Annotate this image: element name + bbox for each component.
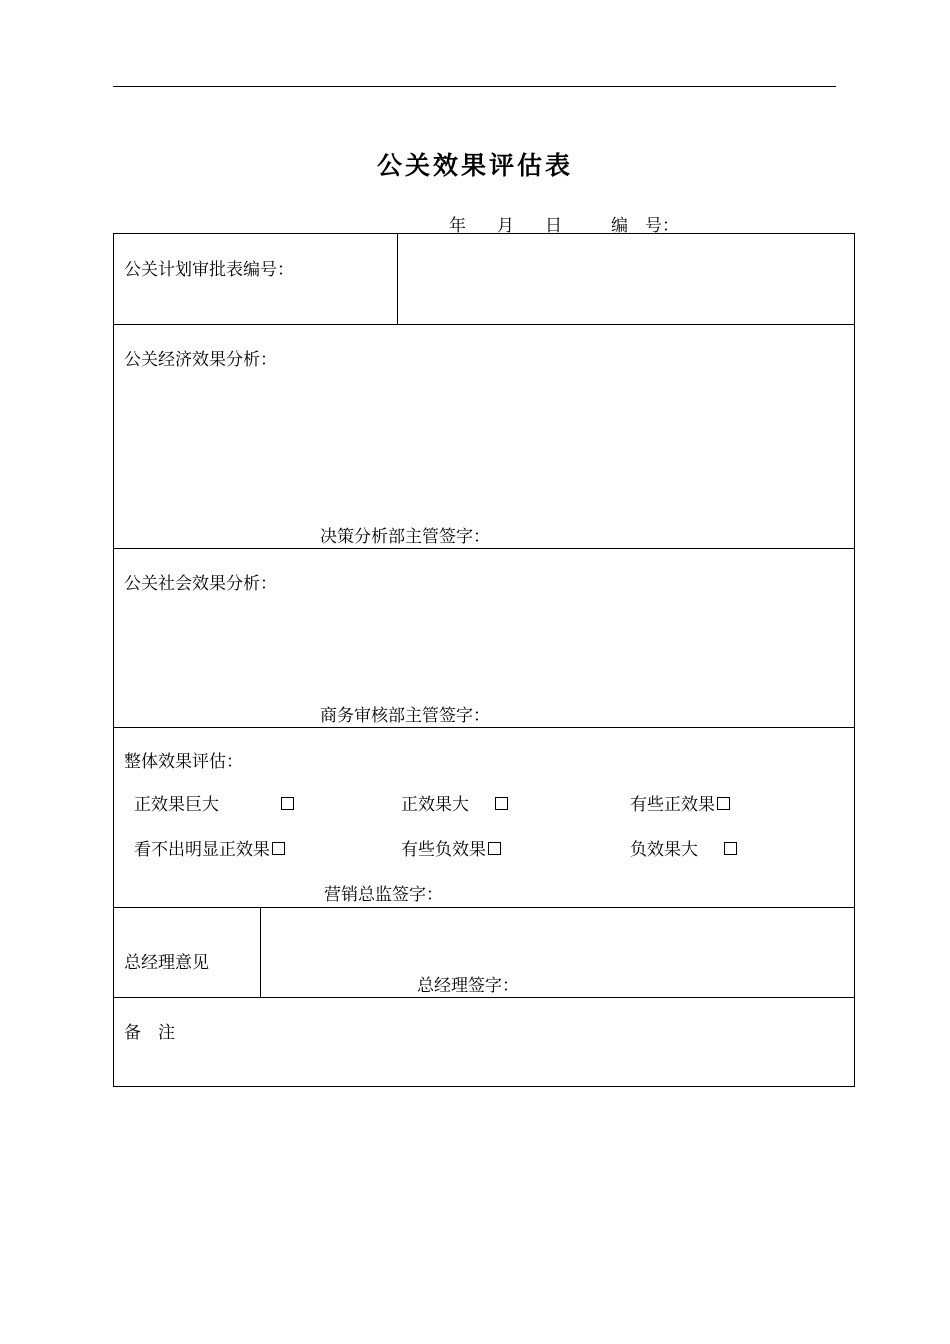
plan-approval-label: 公关计划审批表编号： [124, 260, 294, 280]
remarks-label: 备 注 [124, 1023, 175, 1043]
gm-opinion-row [114, 908, 854, 998]
option-large-negative[interactable] [630, 835, 737, 860]
social-analysis-label: 公关社会效果分析： [124, 574, 277, 594]
option-label: 正效果大 [401, 795, 469, 815]
checkbox-icon[interactable] [495, 797, 508, 810]
day-label: 日 [545, 216, 562, 236]
gm-signature-label: 总经理签字： [417, 976, 519, 996]
option-label: 正效果巨大 [134, 795, 219, 815]
option-huge-positive[interactable] [134, 790, 294, 815]
column-divider [260, 908, 261, 997]
checkbox-icon[interactable] [488, 842, 501, 855]
column-divider [397, 234, 398, 324]
month-label: 月 [497, 216, 514, 236]
date-number-line [0, 211, 950, 236]
year-label: 年 [449, 216, 466, 236]
remarks-row [114, 998, 854, 1086]
checkbox-icon[interactable] [724, 842, 737, 855]
gm-opinion-label: 总经理意见 [124, 953, 209, 973]
option-some-negative[interactable] [401, 835, 501, 860]
evaluation-form [113, 233, 855, 1087]
business-dept-signature-label: 商务审核部主管签字： [320, 706, 490, 726]
economic-analysis-label: 公关经济效果分析： [124, 350, 277, 370]
header-rule [113, 86, 836, 87]
checkbox-icon[interactable] [281, 797, 294, 810]
social-analysis-row [114, 549, 854, 728]
overall-evaluation-label: 整体效果评估： [124, 752, 243, 772]
economic-analysis-row [114, 325, 854, 549]
number-label: 编 号： [611, 216, 679, 236]
form-title: 公关效果评估表 [376, 151, 573, 180]
checkbox-icon[interactable] [272, 842, 285, 855]
checkbox-icon[interactable] [717, 797, 730, 810]
option-label: 看不出明显正效果 [134, 840, 270, 860]
option-label: 负效果大 [630, 840, 698, 860]
option-no-obvious-positive[interactable] [134, 835, 285, 860]
option-label: 有些负效果 [401, 840, 486, 860]
option-label: 有些正效果 [630, 795, 715, 815]
overall-evaluation-row [114, 728, 854, 908]
option-large-positive[interactable] [401, 790, 508, 815]
option-some-positive[interactable] [630, 790, 730, 815]
marketing-director-signature-label: 营销总监签字： [324, 885, 443, 905]
decision-dept-signature-label: 决策分析部主管签字： [320, 527, 490, 547]
plan-approval-row [114, 234, 854, 325]
